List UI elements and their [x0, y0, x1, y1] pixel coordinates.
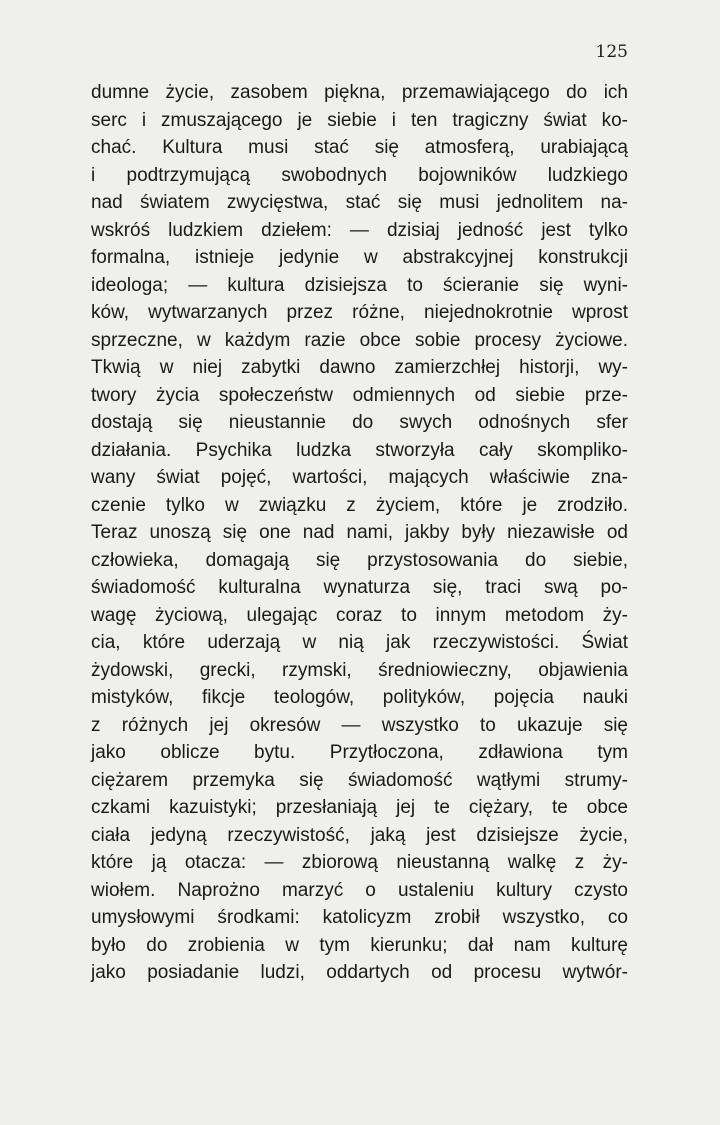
text-line: świadomość kulturalna wynaturza się, traci swą po- [91, 577, 628, 598]
text-line: ciężarem przemyka się świadomość wątłymi strumy- [91, 769, 628, 791]
text-line: nad światem zwycięstwa, stać się musi jednolitem na- [91, 192, 628, 213]
text-line: i podtrzymującą swobodnych bojowników ludzkiego [91, 164, 628, 186]
text-line: jako posiadanie ludzi, oddartych od procesu wytwór- [91, 962, 628, 983]
text-line: Tkwią w niej zabytki dawno zamierzchłej historji, wy- [91, 357, 628, 378]
text-line: sprzeczne, w każdym razie obce sobie procesy życiowe. [91, 329, 628, 351]
text-line: czkami kazuistyki; przesłaniają jej te ciężary, te obce [91, 797, 628, 818]
text-line: chać. Kultura musi stać się atmosferą, urabiającą [91, 137, 628, 158]
text-line: czenie tylko w związku z życiem, które je zrodziło. [91, 494, 628, 516]
text-line: wagę życiową, ulegając coraz to innym metodom ży- [91, 604, 628, 626]
text-line: umysłowymi środkami: katolicyzm zrobił wszystko, co [91, 907, 628, 928]
text-line: ciała jedyną rzeczywistość, jaką jest dzisiejsze życie, [91, 824, 628, 846]
text-line: serc i zmuszającego je siebie i ten tragiczny świat ko- [91, 109, 628, 131]
text-line: które ją otacza: — zbiorową nieustanną walkę z ży- [91, 852, 628, 873]
text-line: mistyków, fikcje teologów, polityków, pojęcia nauki [91, 687, 628, 708]
text-line: z różnych jej okresów — wszystko to ukazuje się [91, 714, 628, 736]
text-line: działania. Psychika ludzka stworzyła cały skompliko- [91, 439, 628, 461]
text-line: dumne życie, zasobem piękna, przemawiającego do ich [91, 82, 628, 103]
text-line: wany świat pojęć, wartości, mających właściwie zna- [91, 467, 628, 488]
text-line: twory życia społeczeństw odmiennych od siebie prze- [91, 384, 628, 406]
text-line: jako oblicze bytu. Przytłoczona, zdławiona tym [91, 742, 628, 763]
text-line: człowieka, domagają się przystosowania do siebie, [91, 549, 628, 571]
text-line: cia, które uderzają w nią jak rzeczywistości. Świat [91, 632, 628, 653]
text-line: żydowski, grecki, rzymski, średniowieczny, objawienia [91, 659, 628, 681]
text-line: ideologa; — kultura dzisiejsza to ścieranie się wyni- [91, 274, 628, 296]
text-line: ków, wytwarzanych przez różne, niejednokrotnie wprost [91, 302, 628, 323]
text-line: było do zrobienia w tym kierunku; dał nam kulturę [91, 934, 628, 956]
text-line: dostają się nieustannie do swych odnośnych sfer [91, 412, 628, 433]
text-line: wiołem. Naprożno marzyć o ustaleniu kultury czysto [91, 879, 628, 901]
text-line: formalna, istnieje jedynie w abstrakcyjnej konstrukcji [91, 247, 628, 268]
body-text [91, 79, 628, 987]
text-line: wskróś ludzkiem dziełem: — dzisiaj jedność jest tylko [91, 219, 628, 241]
text-line: Teraz unoszą się one nad nami, jakby były niezawisłe od [91, 522, 628, 543]
page-number: 125 [595, 42, 628, 62]
